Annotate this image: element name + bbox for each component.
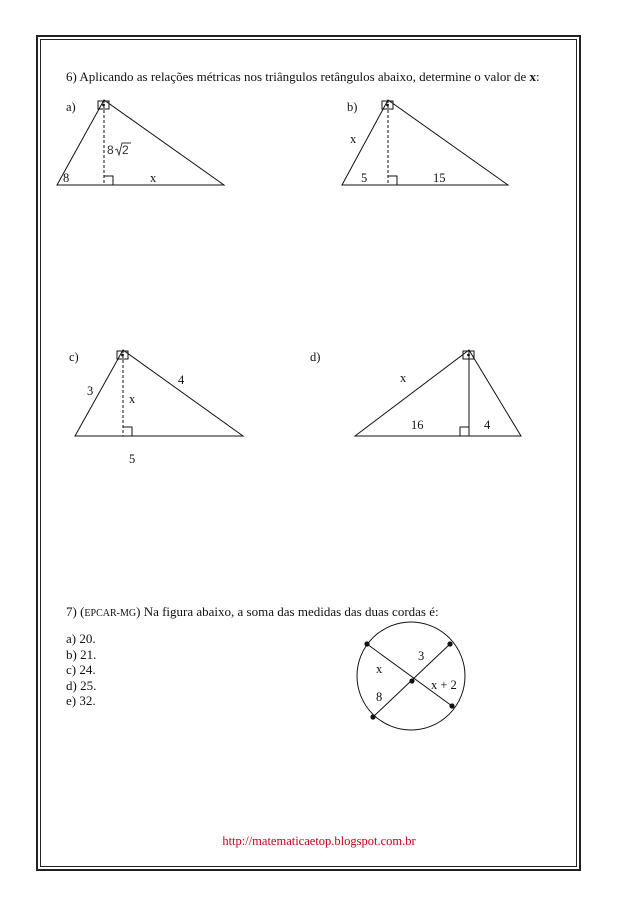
label-d: d)	[310, 350, 321, 364]
source-tag: EPCAR-MG	[84, 608, 137, 619]
variable-x: x	[529, 69, 537, 84]
circle-segment-3: 3	[418, 649, 425, 663]
option-e: e) 32.	[66, 693, 96, 708]
chord-endpoint	[447, 641, 452, 646]
triangle-a-right-segment: x	[150, 171, 157, 185]
triangle-c-left-leg: 3	[87, 384, 94, 398]
circle-segment-8: 8	[376, 690, 383, 704]
chord-endpoint	[364, 641, 369, 646]
chord-endpoint	[370, 714, 375, 719]
label-b: b)	[347, 100, 358, 114]
triangle-a-left-segment: 8	[63, 171, 70, 185]
triangle-b-side: x	[350, 132, 357, 146]
question-7-statement: 7) (EPCAR-MG) Na figura abaixo, a soma das medidas das duas cordas é:	[66, 604, 439, 619]
triangle-d-right-segment: 4	[484, 418, 491, 432]
footer-url-link[interactable]: http://matematicaetop.blogspot.com.br	[222, 834, 416, 848]
option-b: b) 21.	[66, 646, 97, 662]
question-6-statement: 6) Aplicando as relações métricas nos triângulos retângulos abaixo, determine o valor de x:	[66, 69, 540, 84]
circle-segment-x: x	[376, 662, 383, 676]
circle-segment-x-plus-2: x + 2	[431, 678, 457, 692]
label-a: a)	[66, 100, 76, 114]
triangle-c-right-leg: 4	[178, 373, 185, 387]
triangle-a-height-value: 8	[107, 143, 114, 157]
triangle-c-height: x	[129, 392, 136, 406]
triangle-d-leg: x	[400, 371, 407, 385]
triangle-a-radicand: 2	[122, 143, 129, 157]
chord-intersection	[409, 678, 414, 683]
triangle-b-right-segment: 15	[433, 171, 446, 185]
chord-endpoint	[449, 703, 454, 708]
triangle-c-hypotenuse: 5	[129, 452, 136, 466]
triangle-d-left-segment: 16	[411, 418, 424, 432]
option-c: c) 24.	[66, 662, 96, 677]
option-d: d) 25.	[66, 677, 97, 693]
triangle-b-left-segment: 5	[361, 171, 368, 185]
option-a: a) 20.	[66, 631, 96, 646]
label-c: c)	[69, 350, 79, 364]
